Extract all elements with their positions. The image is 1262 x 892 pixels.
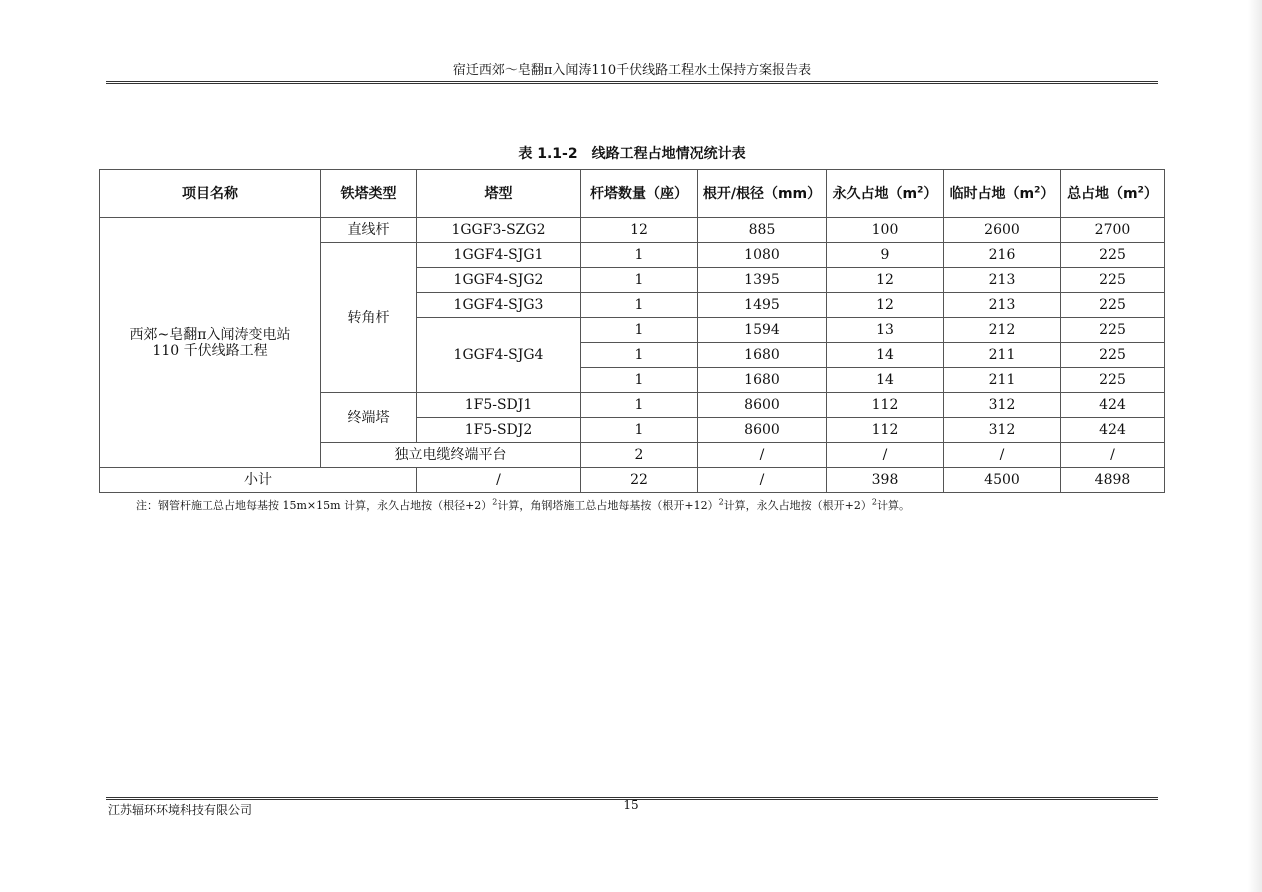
cell-total: 225 (1061, 318, 1165, 343)
cell-temporary: 312 (944, 418, 1061, 443)
header-permanent-close: ） (923, 185, 938, 202)
cell-temporary: 211 (944, 343, 1061, 368)
header-tower-model: 塔型 (417, 170, 581, 218)
cell-permanent: 398 (827, 468, 944, 493)
cell-root: 8600 (698, 393, 827, 418)
cell-total: 4898 (1061, 468, 1165, 493)
cell-permanent: 112 (827, 418, 944, 443)
footer-company: 江苏辐环环境科技有限公司 (108, 803, 253, 817)
cell-total: 225 (1061, 268, 1165, 293)
cell-permanent: 12 (827, 268, 944, 293)
note-part1: 注：钢管杆施工总占地每基按 15m×15m 计算，永久占地按（根径+2） (136, 499, 493, 512)
header-rule (106, 81, 1158, 84)
cell-root: 1495 (698, 293, 827, 318)
cell-permanent: 13 (827, 318, 944, 343)
cell-temporary: 216 (944, 243, 1061, 268)
cell-count: 1 (581, 268, 698, 293)
cell-model: 1GGF4-SJG2 (417, 268, 581, 293)
cell-temporary: 213 (944, 268, 1061, 293)
project-name-line1: 西郊~皂翻π入闻涛变电站 (129, 326, 291, 343)
header-root-diameter: 根开/根径（mm） (698, 170, 827, 218)
cell-temporary: 213 (944, 293, 1061, 318)
header-temporary-label: 临时占地（m (949, 185, 1035, 202)
project-name-line2: 110 千伏线路工程 (152, 342, 268, 359)
note-part3: 计算，永久占地按（根开+2） (723, 499, 872, 512)
note-sup-2: 2 (718, 497, 724, 507)
cell-root: 1080 (698, 243, 827, 268)
note-part4: 计算。 (877, 499, 910, 512)
group-straight: 直线杆 (321, 218, 417, 243)
header-count: 杆塔数量（座） (581, 170, 698, 218)
cell-total: 424 (1061, 418, 1165, 443)
cell-model-merged: 1GGF4-SJG4 (417, 318, 581, 393)
header-permanent-sup: 2 (917, 184, 924, 195)
header-permanent-area (827, 170, 944, 218)
cell-permanent: 14 (827, 343, 944, 368)
cell-root: 8600 (698, 418, 827, 443)
header-temporary-sup: 2 (1034, 184, 1041, 195)
cell-permanent: 14 (827, 368, 944, 393)
cell-model: / (417, 468, 581, 493)
project-name-cell (100, 218, 321, 468)
table-row (100, 218, 1165, 243)
note-part2: 计算，角钢塔施工总占地每基按（根开+12） (497, 499, 719, 512)
cell-permanent: 9 (827, 243, 944, 268)
cell-total: 2700 (1061, 218, 1165, 243)
header-temporary-close: ） (1040, 185, 1055, 202)
cell-count: 1 (581, 368, 698, 393)
cell-count: 2 (581, 443, 698, 468)
group-corner: 转角杆 (321, 243, 417, 393)
table-note (136, 498, 1156, 514)
page-edge-shade (1248, 0, 1262, 892)
cell-count: 1 (581, 343, 698, 368)
cell-permanent: 12 (827, 293, 944, 318)
cell-temporary: 212 (944, 318, 1061, 343)
cell-total: 225 (1061, 293, 1165, 318)
cell-root: 1680 (698, 368, 827, 393)
cell-model: 1GGF4-SJG3 (417, 293, 581, 318)
cell-count: 1 (581, 293, 698, 318)
cell-count: 12 (581, 218, 698, 243)
header-total-sup: 2 (1137, 184, 1144, 195)
cell-count: 1 (581, 318, 698, 343)
cable-platform-label: 独立电缆终端平台 (321, 443, 581, 468)
note-sup-3: 2 (871, 497, 877, 507)
cell-temporary: 312 (944, 393, 1061, 418)
cell-temporary: 4500 (944, 468, 1061, 493)
header-total-close: ） (1143, 185, 1158, 202)
cell-root: 1395 (698, 268, 827, 293)
cell-root: 885 (698, 218, 827, 243)
cell-root: / (698, 443, 827, 468)
subtotal-label: 小计 (100, 468, 417, 493)
cell-count: 1 (581, 418, 698, 443)
cell-model: 1GGF3-SZG2 (417, 218, 581, 243)
header-total-area (1061, 170, 1165, 218)
cell-count: 1 (581, 393, 698, 418)
cell-temporary: 2600 (944, 218, 1061, 243)
cell-permanent: / (827, 443, 944, 468)
cell-count: 1 (581, 243, 698, 268)
table-row-subtotal (100, 468, 1165, 493)
note-sup-1: 2 (492, 497, 498, 507)
page-number: 15 (623, 798, 639, 812)
table-caption: 表 1.1-2 线路工程占地情况统计表 (518, 146, 746, 162)
cell-root: 1680 (698, 343, 827, 368)
cell-root: 1594 (698, 318, 827, 343)
cell-model: 1GGF4-SJG1 (417, 243, 581, 268)
document-header-title: 宿迁西郊～皂翻π入闻涛110千伏线路工程水土保持方案报告表 (452, 63, 812, 78)
cell-permanent: 100 (827, 218, 944, 243)
group-terminal: 终端塔 (321, 393, 417, 443)
cell-permanent: 112 (827, 393, 944, 418)
header-total-label: 总占地（m (1067, 185, 1138, 202)
header-permanent-label: 永久占地（m (832, 185, 918, 202)
cell-total: 225 (1061, 243, 1165, 268)
table-header-row (100, 170, 1165, 218)
cell-model: 1F5-SDJ2 (417, 418, 581, 443)
cell-total: / (1061, 443, 1165, 468)
cell-total: 225 (1061, 368, 1165, 393)
cell-root: / (698, 468, 827, 493)
land-occupation-table (99, 169, 1165, 493)
header-tower-category: 铁塔类型 (321, 170, 417, 218)
cell-model: 1F5-SDJ1 (417, 393, 581, 418)
cell-count: 22 (581, 468, 698, 493)
header-temporary-area (944, 170, 1061, 218)
cell-temporary: / (944, 443, 1061, 468)
cell-total: 225 (1061, 343, 1165, 368)
header-project-name: 项目名称 (100, 170, 321, 218)
cell-total: 424 (1061, 393, 1165, 418)
cell-temporary: 211 (944, 368, 1061, 393)
